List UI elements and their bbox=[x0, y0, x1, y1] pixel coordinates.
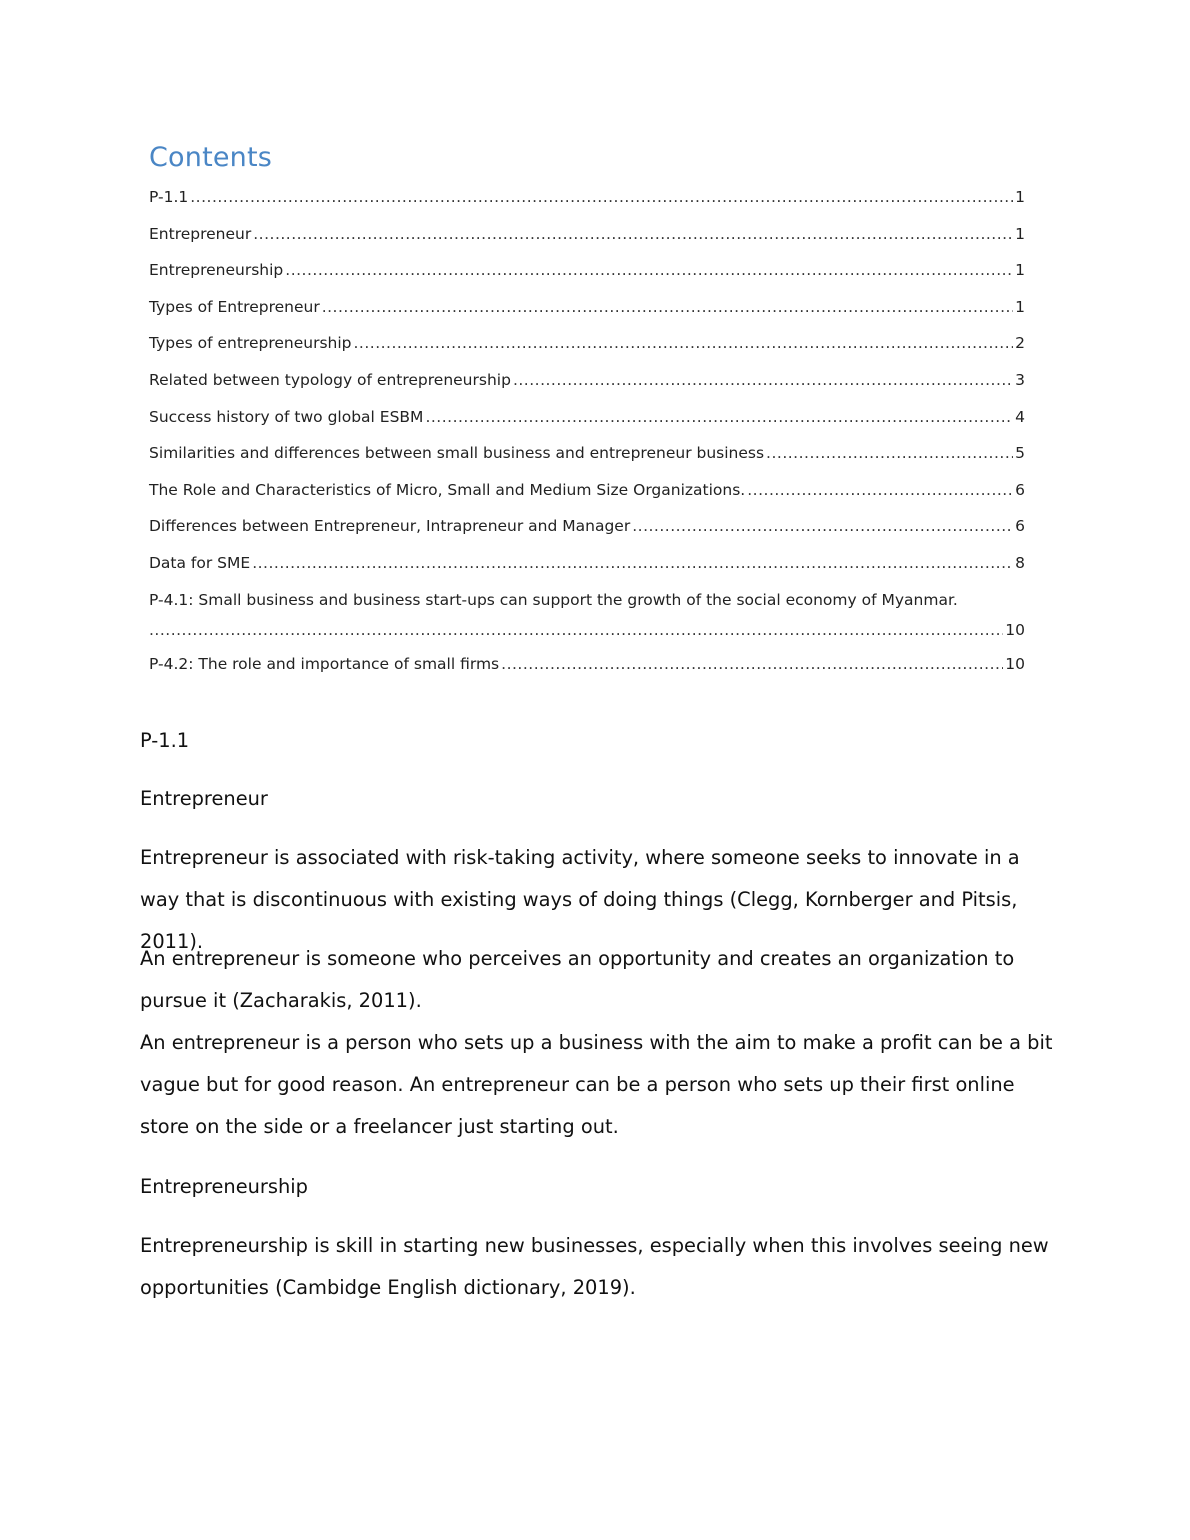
toc-entry[interactable] bbox=[149, 440, 1025, 477]
toc-dot-leader bbox=[149, 615, 1003, 645]
toc-entry-page: 4 bbox=[1015, 407, 1025, 426]
toc-dot-leader bbox=[513, 367, 1013, 393]
toc-dot-leader bbox=[190, 184, 1013, 210]
toc-entry-label: Entrepreneur bbox=[149, 224, 252, 243]
toc-dot-leader bbox=[322, 294, 1013, 320]
paragraph: An entrepreneur is a person who sets up a business with the aim to make a profit can be a bit vague but for good reason. An entrepreneur can be a person who sets up their first online store on the side or a freelancer just starting out. bbox=[140, 1031, 1053, 1138]
toc-entry-page: 6 bbox=[1015, 480, 1025, 499]
paragraph: An entrepreneur is someone who perceives an opportunity and creates an organization to pursue it (Zacharakis, 2011). bbox=[140, 947, 1015, 1012]
toc-entry-label: Success history of two global ESBM bbox=[149, 407, 424, 426]
toc-entry-label: Data for SME bbox=[149, 553, 251, 572]
toc-entry-page: 3 bbox=[1015, 370, 1025, 389]
toc-entry[interactable] bbox=[149, 587, 1025, 651]
toc-dot-leader bbox=[425, 404, 1013, 430]
toc-entry-label: Types of entrepreneurship bbox=[149, 334, 352, 353]
toc-entry-label: P-1.1 bbox=[149, 188, 189, 206]
toc-entry[interactable] bbox=[149, 513, 1025, 550]
section-heading-entrepreneurship: Entrepreneurship bbox=[140, 1175, 308, 1198]
toc-entry-label: The Role and Characteristics of Micro, Small and Medium Size Organizations. bbox=[149, 480, 746, 499]
toc-dot-leader bbox=[632, 513, 1013, 539]
toc-entry-page: 1 bbox=[1015, 261, 1025, 280]
toc-entry-label: P-4.2: The role and importance of small firms bbox=[149, 654, 500, 673]
toc-entry-label: Differences between Entrepreneur, Intrapreneur and Manager bbox=[149, 517, 631, 536]
table-of-contents bbox=[149, 184, 1025, 687]
toc-dot-leader bbox=[747, 477, 1013, 503]
paragraph: Entrepreneur is associated with risk-taking activity, where someone seeks to innovate in a way that is discontinuous with existing ways of doing things (Clegg, Kornberger and Pitsis, 2011). bbox=[140, 846, 1020, 953]
toc-dot-leader bbox=[501, 651, 1003, 677]
toc-dot-leader bbox=[285, 257, 1013, 283]
toc-entry[interactable] bbox=[149, 257, 1025, 294]
toc-entry-page: 10 bbox=[1005, 620, 1025, 639]
toc-entry-page: 6 bbox=[1015, 517, 1025, 536]
toc-entry-label: Types of Entrepreneur bbox=[149, 297, 320, 316]
toc-entry[interactable] bbox=[149, 477, 1025, 514]
toc-entry-label: Related between typology of entrepreneurship bbox=[149, 370, 511, 389]
section-heading-entrepreneur: Entrepreneur bbox=[140, 787, 268, 810]
paragraph: Entrepreneurship is skill in starting new businesses, especially when this involves seeing new opportunities (Cambidge English dictionary, 2019). bbox=[140, 1234, 1049, 1299]
toc-entry[interactable] bbox=[149, 330, 1025, 367]
toc-entry-label: Similarities and differences between small business and entrepreneur business bbox=[149, 444, 765, 463]
toc-entry-label: Entrepreneurship bbox=[149, 261, 284, 280]
toc-entry-page: 5 bbox=[1015, 444, 1025, 463]
toc-dot-leader bbox=[252, 550, 1013, 576]
toc-entry[interactable] bbox=[149, 367, 1025, 404]
toc-dot-leader bbox=[353, 330, 1013, 356]
toc-dot-leader bbox=[253, 221, 1013, 247]
toc-title: Contents bbox=[149, 142, 273, 173]
toc-entry[interactable] bbox=[149, 404, 1025, 441]
toc-entry-page: 10 bbox=[1005, 654, 1025, 673]
toc-entry-page: 8 bbox=[1015, 553, 1025, 572]
toc-entry[interactable] bbox=[149, 550, 1025, 587]
toc-entry[interactable] bbox=[149, 294, 1025, 331]
toc-entry-page: 1 bbox=[1015, 188, 1025, 206]
toc-dot-leader bbox=[766, 440, 1013, 466]
toc-entry[interactable] bbox=[149, 184, 1025, 221]
toc-entry-label: P-4.1: Small business and business start-ups can support the growth of the social economy of Myanmar. bbox=[149, 590, 958, 609]
toc-entry-page: 1 bbox=[1015, 224, 1025, 243]
toc-entry-page: 1 bbox=[1015, 297, 1025, 316]
toc-entry[interactable] bbox=[149, 651, 1025, 688]
toc-entry-page: 2 bbox=[1015, 334, 1025, 353]
section-heading-p11: P-1.1 bbox=[140, 729, 190, 752]
toc-entry[interactable] bbox=[149, 221, 1025, 258]
